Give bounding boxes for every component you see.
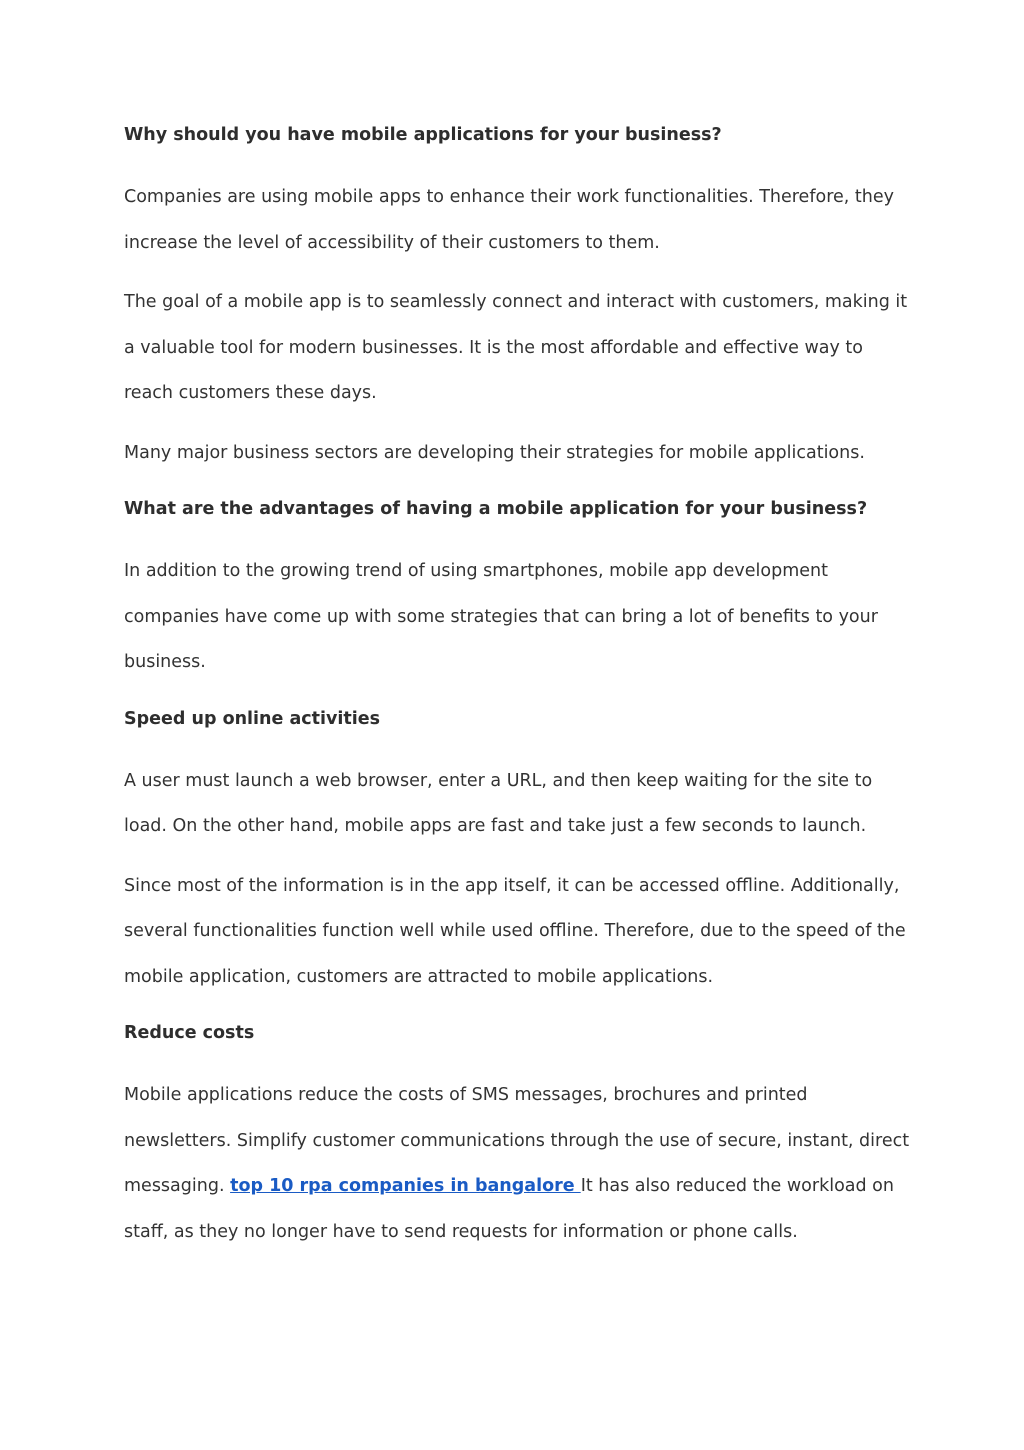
section-heading-speed-up: Speed up online activities [124, 708, 381, 729]
paragraph: In addition to the growing trend of using smartphones, mobile app development companies have come up with some strategies that can bring a lot of benefits to your business. [124, 561, 878, 672]
rpa-companies-link[interactable]: top 10 rpa companies in bangalore [230, 1176, 581, 1196]
section-heading-reduce-costs: Reduce costs [124, 1023, 255, 1043]
paragraph-text-before-link: Mobile applications reduce the costs of SMS messages, brochures and printed newsletters. Simplify customer communications through the use of secure, instant, direct messaging. [124, 1085, 910, 1196]
paragraph: Companies are using mobile apps to enhance their work functionalities. Therefore, they increase the level of accessibility of their customers to them. [124, 187, 894, 253]
paragraph-text-after-link: It has also reduced the workload on staff, as they no longer have to send requests for information or phone calls. [124, 1176, 894, 1242]
paragraph: The goal of a mobile app is to seamlessly connect and interact with customers, making it a valuable tool for modern businesses. It is the most affordable and effective way to reach customers these days. [124, 292, 908, 403]
paragraph: Many major business sectors are developing their strategies for mobile applications. [124, 442, 865, 463]
paragraph: A user must launch a web browser, enter a URL, and then keep waiting for the site to load. On the other hand, mobile apps are fast and take just a few seconds to launch. [124, 770, 873, 836]
section-heading-why-mobile: Why should you have mobile applications for your business? [124, 125, 722, 145]
paragraph-with-link [124, 1073, 914, 1255]
section-heading-advantages: What are the advantages of having a mobile application for your business? [124, 499, 868, 519]
paragraph: Since most of the information is in the app itself, it can be accessed offline. Additionally, several functionalities function well while used offline. Therefore, due to the speed of the mobile application, customers are attracted to mobile applications. [124, 875, 906, 987]
document-body [124, 116, 914, 1269]
